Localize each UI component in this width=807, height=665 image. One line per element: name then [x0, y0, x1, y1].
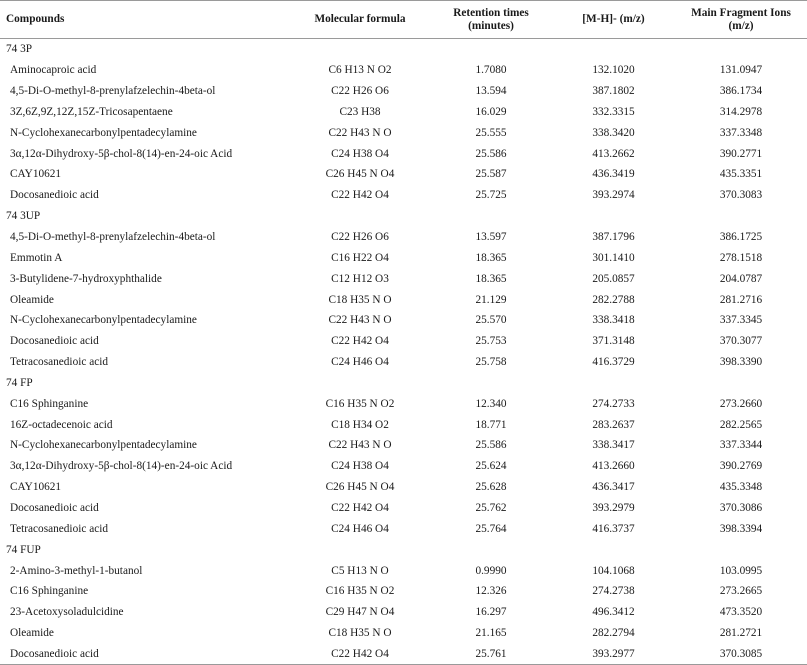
- table-row: [0, 81, 807, 102]
- group-row: [0, 39, 807, 60]
- group-label: 74 FP: [6, 376, 33, 389]
- compound-name: N-Cyclohexanecarbonylpentadecylamine: [10, 439, 197, 452]
- table-row: [0, 227, 807, 248]
- table-row: [0, 477, 807, 498]
- fragment-ion: 314.2978: [719, 105, 763, 118]
- molecular-formula: C23 H38: [339, 105, 381, 118]
- retention-time: 25.587: [475, 168, 507, 181]
- retention-time: 25.570: [475, 314, 507, 327]
- group-label: 74 3UP: [6, 210, 41, 223]
- fragment-ion: 390.2769: [719, 460, 763, 473]
- m-h-value: 393.2974: [592, 189, 635, 202]
- m-h-value: 393.2979: [592, 501, 635, 514]
- table-row: [0, 289, 807, 310]
- compound-name: Tetracosanedioic acid: [10, 522, 109, 535]
- compound-name: Docosanedioic acid: [10, 335, 99, 348]
- molecular-formula: C24 H38 O4: [331, 147, 389, 160]
- group-label: 74 FUP: [6, 543, 41, 556]
- m-h-value: 282.2794: [592, 627, 635, 640]
- fragment-ion: 281.2721: [719, 627, 763, 640]
- fragment-ion: 435.3351: [719, 168, 763, 181]
- table-row: [0, 310, 807, 331]
- m-h-value: 274.2733: [592, 397, 635, 410]
- table-row: [0, 498, 807, 519]
- table-row: [0, 185, 807, 206]
- fragment-ion: 131.0947: [719, 64, 763, 77]
- group-row: [0, 539, 807, 560]
- m-h-value: 371.3148: [592, 335, 635, 348]
- compound-name: 23-Acetoxysoladulcidine: [10, 606, 124, 619]
- fragment-ion: 386.1725: [719, 231, 763, 244]
- group-row: [0, 373, 807, 394]
- table-row: [0, 268, 807, 289]
- fragment-ion: 273.2665: [719, 585, 763, 598]
- molecular-formula: C22 H43 N O: [328, 126, 392, 139]
- molecular-formula: C24 H46 O4: [331, 522, 389, 535]
- header-retention-line1: Retention times: [453, 6, 529, 19]
- molecular-formula: C26 H45 N O4: [325, 168, 395, 181]
- fragment-ion: 337.3348: [719, 126, 763, 139]
- retention-time: 25.762: [475, 501, 507, 514]
- table-row: [0, 623, 807, 644]
- table-row: [0, 581, 807, 602]
- table-row: [0, 102, 807, 123]
- m-h-value: 301.1410: [592, 251, 635, 264]
- header-row: [0, 1, 807, 39]
- retention-time: 16.297: [475, 606, 507, 619]
- table-row: [0, 643, 807, 664]
- header-fragments-line1: Main Fragment Ions: [691, 6, 791, 19]
- table-row: [0, 560, 807, 581]
- molecular-formula: C22 H42 O4: [290, 643, 430, 664]
- molecular-formula: C29 H47 N O4: [325, 606, 395, 619]
- retention-time: 12.340: [475, 397, 507, 410]
- table-row: [0, 518, 807, 539]
- m-h-value: 393.2977: [552, 643, 675, 664]
- fragment-ion: 386.1734: [719, 85, 763, 98]
- compound-name: 16Z-octadecenoic acid: [10, 418, 113, 431]
- m-h-value: 387.1802: [592, 85, 635, 98]
- header-retention-line2: (minutes): [468, 19, 514, 32]
- molecular-formula: C12 H12 O3: [331, 272, 389, 285]
- fragment-ion: 273.2660: [719, 397, 763, 410]
- group-row: [0, 206, 807, 227]
- retention-time: 18.365: [475, 272, 507, 285]
- table-row: [0, 435, 807, 456]
- table-header: [0, 1, 807, 39]
- table-row: [0, 122, 807, 143]
- fragment-ion: 278.1518: [719, 251, 763, 264]
- fragment-ion: 390.2771: [719, 147, 763, 160]
- fragment-ion: 473.3520: [719, 606, 763, 619]
- m-h-value: 332.3315: [592, 105, 635, 118]
- m-h-value: 283.2637: [592, 418, 635, 431]
- molecular-formula: C18 H34 O2: [331, 418, 389, 431]
- molecular-formula: C24 H46 O4: [331, 356, 389, 369]
- m-h-value: 436.3417: [592, 481, 635, 494]
- table-row: [0, 60, 807, 81]
- header-m-h: [M-H]- (m/z): [552, 1, 675, 39]
- retention-time: 1.7080: [475, 64, 507, 77]
- header-retention-times: [430, 1, 552, 39]
- compound-name: Docosanedioic acid: [0, 643, 290, 664]
- fragment-ion: 398.3394: [719, 522, 763, 535]
- molecular-formula: C5 H13 N O: [331, 564, 389, 577]
- retention-time: 25.758: [475, 356, 507, 369]
- m-h-value: 282.2788: [592, 293, 635, 306]
- retention-time: 12.326: [475, 585, 507, 598]
- table-row: [0, 414, 807, 435]
- fragment-ion: 398.3390: [719, 356, 763, 369]
- retention-time: 21.165: [475, 627, 507, 640]
- table-row: [0, 143, 807, 164]
- table-row: [0, 602, 807, 623]
- m-h-value: 104.1068: [592, 564, 635, 577]
- m-h-value: 338.3418: [592, 314, 635, 327]
- fragment-ion: 282.2565: [719, 418, 763, 431]
- molecular-formula: C26 H45 N O4: [325, 481, 395, 494]
- m-h-value: 413.2660: [592, 460, 635, 473]
- compound-name: 3α,12α-Dihydroxy-5β-chol-8(14)-en-24-oic Acid: [10, 460, 233, 473]
- m-h-value: 436.3419: [592, 168, 635, 181]
- table-row: [0, 352, 807, 373]
- molecular-formula: C22 H43 N O: [328, 439, 392, 452]
- retention-time: 0.9990: [475, 564, 507, 577]
- header-compounds: Compounds: [0, 1, 290, 39]
- molecular-formula: C22 H42 O4: [331, 189, 389, 202]
- fragment-ion: 281.2716: [719, 293, 763, 306]
- compound-name: 3-Butylidene-7-hydroxyphthalide: [10, 272, 162, 285]
- molecular-formula: C22 H26 O6: [331, 85, 389, 98]
- retention-time: 21.129: [475, 293, 507, 306]
- table-row: [0, 247, 807, 268]
- compound-name: C16 Sphinganine: [10, 397, 89, 410]
- compound-name: N-Cyclohexanecarbonylpentadecylamine: [10, 314, 197, 327]
- fragment-ion: 370.3085: [675, 643, 807, 664]
- retention-time: 25.761: [430, 643, 552, 664]
- retention-time: 25.624: [475, 460, 507, 473]
- table-row: [0, 393, 807, 414]
- m-h-value: 274.2738: [592, 585, 635, 598]
- molecular-formula: C22 H42 O4: [331, 335, 389, 348]
- molecular-formula: C24 H38 O4: [331, 460, 389, 473]
- retention-time: 13.594: [475, 85, 507, 98]
- m-h-value: 338.3420: [592, 126, 635, 139]
- compound-name: 3Z,6Z,9Z,12Z,15Z-Tricosapentaene: [10, 105, 173, 118]
- retention-time: 25.555: [475, 126, 507, 139]
- header-main-fragment-ions: [675, 1, 807, 39]
- fragment-ion: 435.3348: [719, 481, 763, 494]
- compound-name: Docosanedioic acid: [10, 189, 99, 202]
- retention-time: 18.771: [475, 418, 507, 431]
- retention-time: 25.764: [475, 522, 507, 535]
- header-fragments-line2: (m/z): [728, 19, 754, 32]
- group-label: 74 3P: [6, 43, 33, 56]
- fragment-ion: 370.3077: [719, 335, 763, 348]
- fragment-ion: 370.3083: [719, 189, 763, 202]
- m-h-value: 387.1796: [592, 231, 635, 244]
- header-molecular-formula: Molecular formula: [290, 1, 430, 39]
- retention-time: 25.586: [475, 147, 507, 160]
- retention-time: 25.628: [475, 481, 507, 494]
- molecular-formula: C6 H13 N O2: [328, 64, 392, 77]
- compound-name: 4,5-Di-O-methyl-8-prenylafzelechin-4beta-ol: [10, 231, 216, 244]
- compound-name: C16 Sphinganine: [10, 585, 89, 598]
- m-h-value: 416.3737: [592, 522, 635, 535]
- retention-time: 25.586: [475, 439, 507, 452]
- compound-name: 4,5-Di-O-methyl-8-prenylafzelechin-4beta-ol: [10, 85, 216, 98]
- compound-name: Oleamide: [10, 627, 54, 640]
- table-row: [0, 456, 807, 477]
- molecular-formula: C22 H43 N O: [328, 314, 392, 327]
- fragment-ion: 204.0787: [719, 272, 763, 285]
- molecular-formula: C22 H26 O6: [331, 231, 389, 244]
- table-row: [0, 164, 807, 185]
- table-row: [0, 331, 807, 352]
- molecular-formula: C16 H35 N O2: [325, 585, 395, 598]
- compound-name: Emmotin A: [10, 251, 63, 264]
- retention-time: 18.365: [475, 251, 507, 264]
- compound-name: Docosanedioic acid: [10, 501, 99, 514]
- table-body: [0, 39, 807, 665]
- fragment-ion: 337.3345: [719, 314, 763, 327]
- m-h-value: 132.1020: [592, 64, 635, 77]
- retention-time: 16.029: [475, 105, 507, 118]
- retention-time: 25.725: [475, 189, 507, 202]
- m-h-value: 416.3729: [592, 356, 635, 369]
- retention-time: 25.753: [475, 335, 507, 348]
- compound-name: Aminocaproic acid: [10, 64, 97, 77]
- compound-name: 2-Amino-3-methyl-1-butanol: [10, 564, 143, 577]
- compound-name: 3α,12α-Dihydroxy-5β-chol-8(14)-en-24-oic Acid: [10, 147, 233, 160]
- compound-name: CAY10621: [10, 168, 62, 181]
- molecular-formula: C18 H35 N O: [328, 627, 392, 640]
- molecular-formula: C16 H22 O4: [331, 251, 389, 264]
- m-h-value: 496.3412: [592, 606, 635, 619]
- compound-name: N-Cyclohexanecarbonylpentadecylamine: [10, 126, 197, 139]
- retention-time: 13.597: [475, 231, 507, 244]
- m-h-value: 338.3417: [592, 439, 635, 452]
- molecular-formula: C16 H35 N O2: [325, 397, 395, 410]
- fragment-ion: 337.3344: [719, 439, 763, 452]
- compound-name: Tetracosanedioic acid: [10, 356, 109, 369]
- fragment-ion: 103.0995: [719, 564, 763, 577]
- m-h-value: 413.2662: [592, 147, 635, 160]
- fragment-ion: 370.3086: [719, 501, 763, 514]
- molecular-formula: C22 H42 O4: [331, 501, 389, 514]
- compound-name: Oleamide: [10, 293, 54, 306]
- molecular-formula: C18 H35 N O: [328, 293, 392, 306]
- compound-name: CAY10621: [10, 481, 62, 494]
- m-h-value: 205.0857: [592, 272, 635, 285]
